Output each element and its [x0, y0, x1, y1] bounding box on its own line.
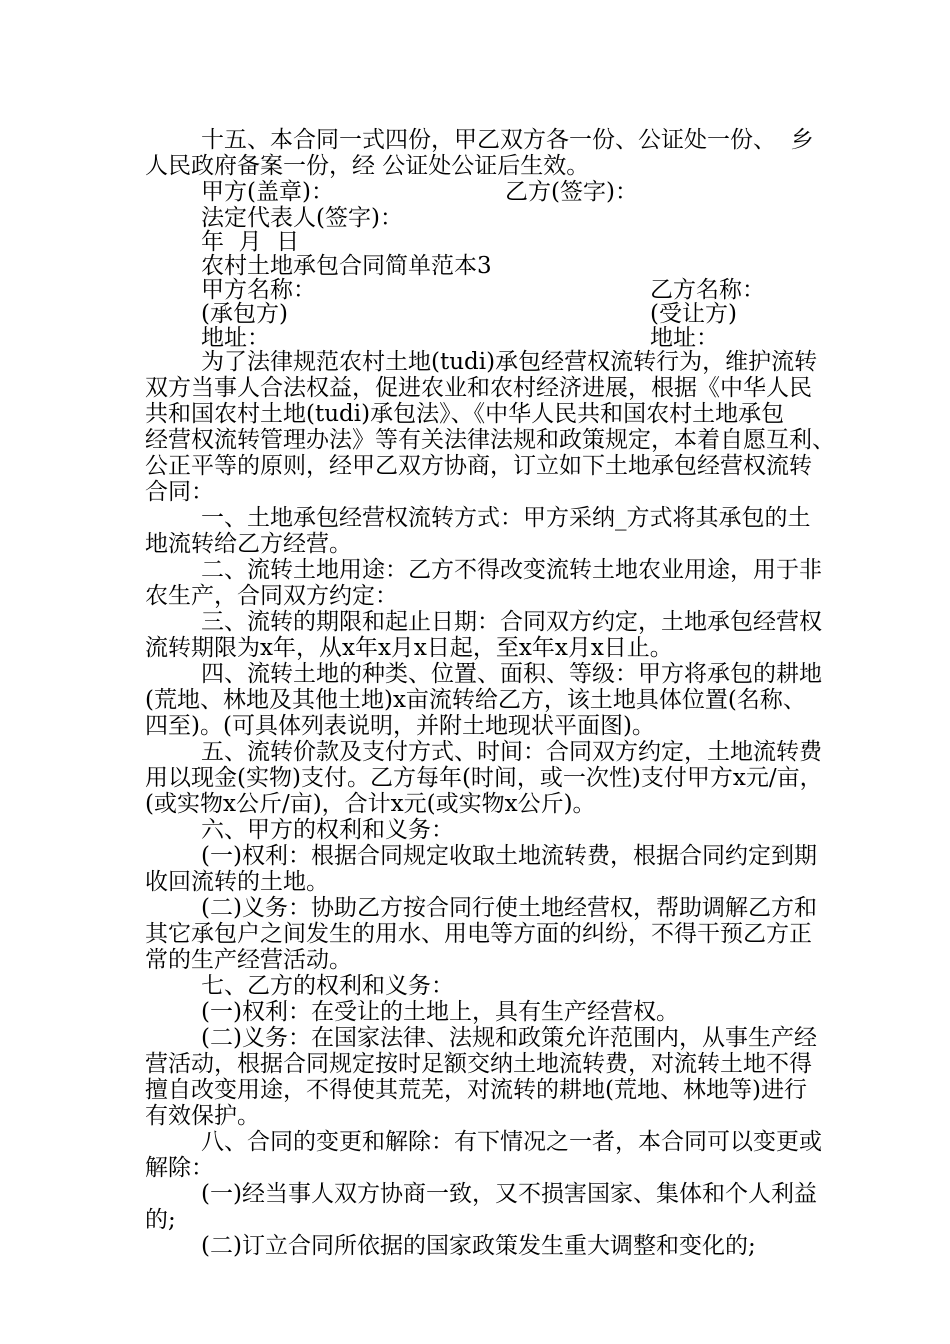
clause-6-duties-line: 常的生产经营活动。 [145, 947, 352, 973]
date-line: 年 月 日 [201, 229, 300, 255]
clause-8-line: 八、合同的变更和解除：有下情况之一者，本合同可以变更或 [201, 1129, 822, 1155]
clause-8-item-2-line: (二)订立合同所依据的国家政策发生重大调整和变化的; [201, 1233, 756, 1259]
preamble-line: 双方当事人合法权益，促进农业和农村经济进展，根据《中华人民 [145, 375, 812, 401]
clause-4-line: (荒地、林地及其他土地)x亩流转给乙方，该土地具体位置(名称、 [145, 687, 806, 713]
party-b-name: 乙方名称： [650, 277, 765, 303]
preamble-line: 为了法律规范农村土地(tudi)承包经营权流转行为，维护流转 [201, 349, 818, 375]
clause-4-line: 四、流转土地的种类、位置、面积、等级：甲方将承包的耕地 [201, 661, 822, 687]
clause-8-item-1-line: (一)经当事人双方协商一致，又不损害国家、集体和个人利益 [201, 1181, 817, 1207]
clause-1-line: 地流转给乙方经营。 [145, 531, 352, 557]
preamble-line: 公正平等的原则，经甲乙双方协商，订立如下土地承包经营权流转 [145, 453, 812, 479]
clause-5-line: (或实物x公斤/亩)，合计x元(或实物x公斤)。 [145, 791, 596, 817]
clause-6-duties-line: (二)义务：协助乙方按合同行使土地经营权，帮助调解乙方和 [201, 895, 817, 921]
clause-6-duties-line: 其它承包户之间发生的用水、用电等方面的纠纷，不得干预乙方正 [145, 921, 812, 947]
clause-8-item-1-line: 的; [145, 1207, 176, 1233]
clause-3-line: 三、流转的期限和起止日期：合同双方约定，土地承包经营权 [201, 609, 822, 635]
clause-7-duties-line: 有效保护。 [145, 1103, 260, 1129]
clause-5-line: 用以现金(实物)支付。乙方每年(时间，或一次性)支付甲方x元/亩， [145, 765, 823, 791]
party-a-address: 地址： [201, 325, 270, 351]
clause-7-duties-line: (二)义务：在国家法律、法规和政策允许范围内，从事生产经 [201, 1025, 817, 1051]
party-a-role: (承包方) [201, 301, 288, 327]
clause-1-line: 一、土地承包经营权流转方式：甲方采纳_方式将其承包的土 [201, 505, 811, 531]
party-b-sign: 乙方(签字)： [505, 179, 638, 205]
clause-6-heading: 六、甲方的权利和义务： [201, 817, 454, 843]
party-a-name: 甲方名称： [201, 277, 316, 303]
clause-7-duties-line: 营活动，根据合同规定按时足额交纳土地流转费，对流转土地不得 [145, 1051, 812, 1077]
clause-7-heading: 七、乙方的权利和义务： [201, 973, 454, 999]
clause-4-line: 四至)。(可具体列表说明，并附土地现状平面图)。 [145, 713, 655, 739]
clause-5-line: 五、流转价款及支付方式、时间：合同双方约定，土地流转费 [201, 739, 822, 765]
party-a-seal: 甲方(盖章)： [201, 179, 334, 205]
party-b-role: (受让方) [650, 301, 737, 327]
clause-7-rights-line: (一)权利：在受让的土地上，具有生产经营权。 [201, 999, 679, 1025]
clause-6-rights-line: (一)权利：根据合同规定收取土地流转费，根据合同约定到期 [201, 843, 817, 869]
clause-15-line-1: 十五、本合同一式四份，甲乙双方各一份、公证处一份、 乡 [201, 127, 814, 153]
clause-2-line: 农生产，合同双方约定： [145, 583, 398, 609]
clause-3-line: 流转期限为x年，从x年x月x日起，至x年x月x日止。 [145, 635, 673, 661]
clause-6-rights-line: 收回流转的土地。 [145, 869, 329, 895]
clause-8-line: 解除： [145, 1155, 214, 1181]
preamble-line: 合同： [145, 479, 214, 505]
document-title: 农村土地承包合同简单范本3 [201, 253, 492, 279]
party-b-address: 地址： [650, 325, 719, 351]
clause-15-line-2: 人民政府备案一份，经 公证处公证后生效。 [145, 153, 590, 179]
preamble-line: 共和国农村土地(tudi)承包法》、《中华人民共和国农村土地承包 [145, 401, 785, 427]
clause-7-duties-line: 擅自改变用途，不得使其荒芜，对流转的耕地(荒地、林地等)进行 [145, 1077, 807, 1103]
clause-2-line: 二、流转土地用途：乙方不得改变流转土地农业用途，用于非 [201, 557, 822, 583]
preamble-line: 经营权流转管理办法》等有关法律法规和政策规定，本着自愿互利、 [145, 427, 835, 453]
legal-representative: 法定代表人(签字)： [201, 205, 403, 231]
